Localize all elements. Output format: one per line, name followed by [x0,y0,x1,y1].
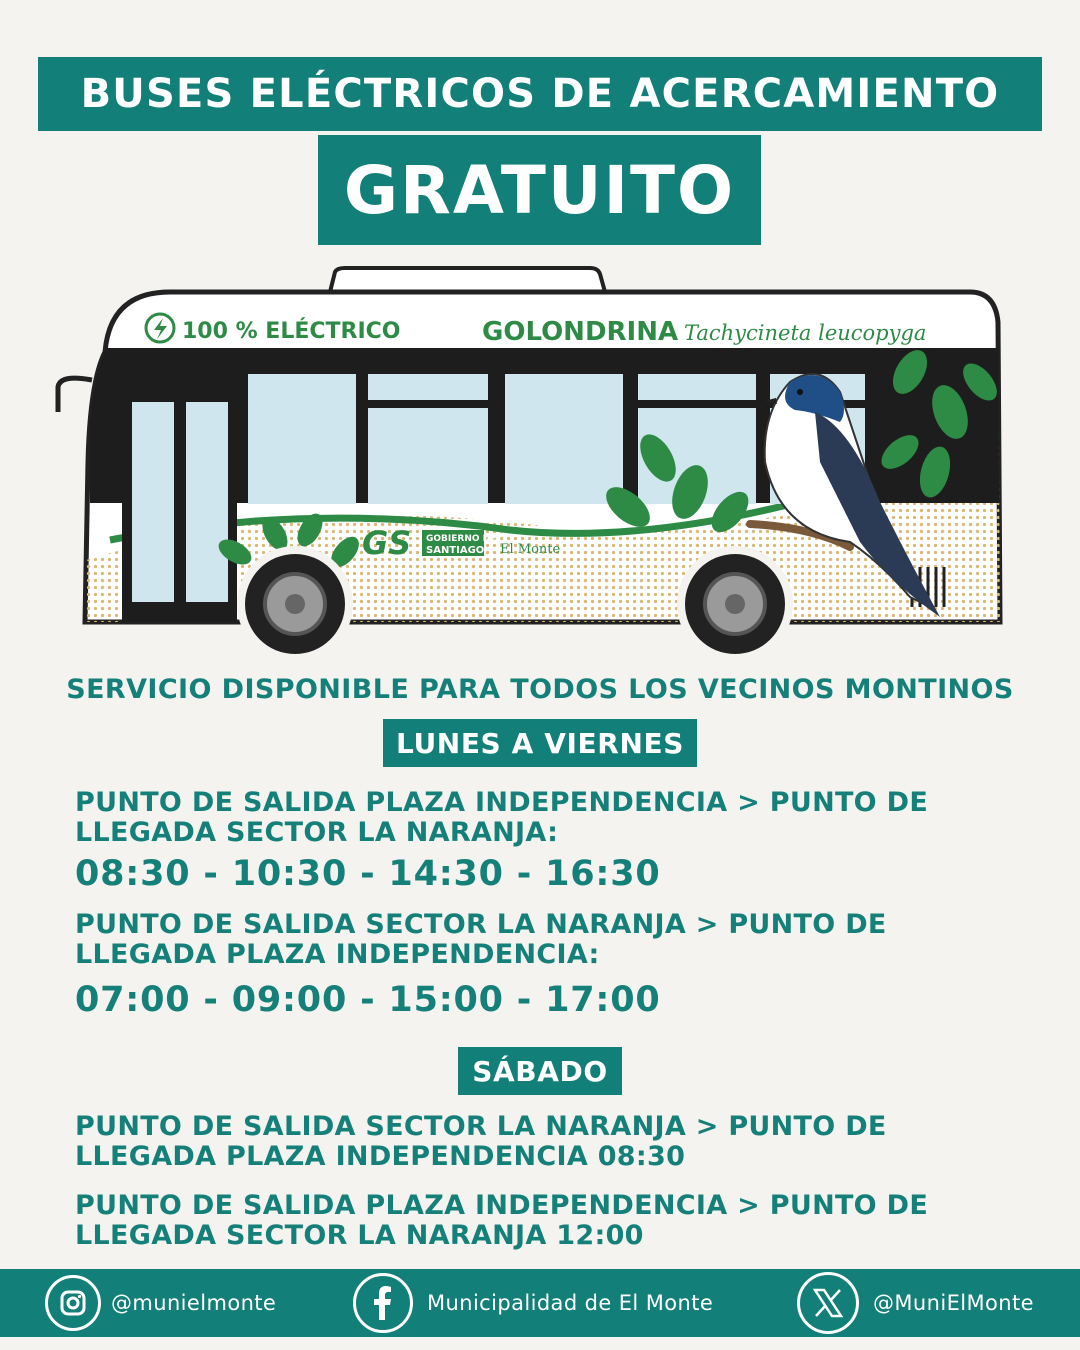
service-notice: SERVICIO DISPONIBLE PARA TODOS LOS VECINOS MONTINOS [66,674,1014,705]
weekday-route-1: PUNTO DE SALIDA PLAZA INDEPENDENCIA > PUNTO DE LLEGADA SECTOR LA NARANJA: [75,787,929,848]
facebook-icon [353,1273,413,1333]
electric-label: 100 % ELÉCTRICO [182,319,401,344]
gs-line1: GOBIERNO DE [426,534,497,544]
saturday-route-2: PUNTO DE SALIDA PLAZA INDEPENDENCIA > PUNTO DE LLEGADA SECTOR LA NARANJA 12:00 [75,1190,929,1251]
weekdays-badge: LUNES A VIERNES [383,719,697,767]
weekday-times-1: 08:30 - 10:30 - 14:30 - 16:30 [75,854,661,894]
saturday-badge: SÁBADO [458,1047,622,1095]
front-wheel [237,546,353,662]
x-icon [797,1272,859,1334]
gs-logo: GS [362,524,412,562]
x-link[interactable] [797,1269,1034,1337]
free-title: GRATUITO [318,135,761,245]
facebook-page: Municipalidad de El Monte [427,1291,714,1315]
el-monte-logo: El Monte [500,542,561,557]
instagram-handle: @munielmonte [111,1291,277,1315]
main-title: BUSES ELÉCTRICOS DE ACERCAMIENTO [38,57,1042,131]
saturday-route-1: PUNTO DE SALIDA SECTOR LA NARANJA > PUNTO DE LLEGADA PLAZA INDEPENDENCIA 08:30 [75,1111,887,1172]
x-handle: @MuniElMonte [873,1291,1034,1315]
footer-bar [0,1269,1080,1337]
weekday-times-2: 07:00 - 09:00 - 15:00 - 17:00 [75,980,661,1020]
bus-name: GOLONDRINA [482,317,679,347]
electric-bus-illustration [50,262,1050,662]
facebook-link[interactable] [353,1269,713,1337]
instagram-icon [45,1275,101,1331]
instagram-link[interactable] [45,1269,276,1337]
rear-wheel [677,546,793,662]
gs-line2: SANTIAGO [426,545,485,556]
weekday-route-2: PUNTO DE SALIDA SECTOR LA NARANJA > PUNTO DE LLEGADA PLAZA INDEPENDENCIA: [75,909,887,970]
bus-species: Tachycineta leucopyga [684,321,927,345]
